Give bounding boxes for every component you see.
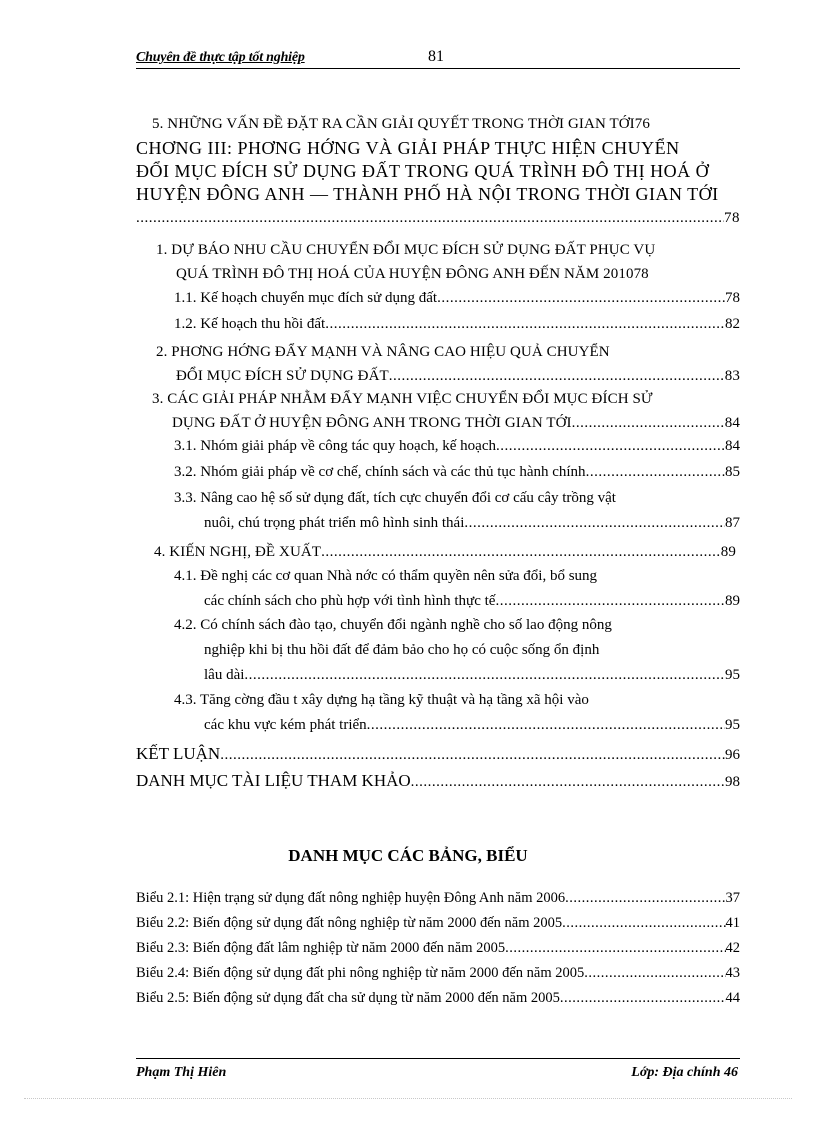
table-list-item-2-2[interactable]: Biểu 2.2: Biến động sử dụng đất nông nghiệp từ năm 2000 đến năm 2005 ..... 41 <box>136 915 740 932</box>
footer-author: Phạm Thị Hiên <box>136 1065 227 1080</box>
toc-entry-s3-1[interactable]: 3.1. Nhóm giải pháp về công tác quy hoạch, kế hoạch ..... 84 <box>174 438 740 455</box>
page-header <box>136 48 740 69</box>
toc-entry-s3-2[interactable]: 3.2. Nhóm giải pháp về cơ chế, chính sách và các thủ tục hành chính ..... 85 <box>174 464 740 481</box>
table-list-item-2-3[interactable]: Biểu 2.3: Biến động đất lâm nghiệp từ năm 2000 đến năm 2005 ..... 42 <box>136 940 740 957</box>
toc-entry-s1-2[interactable]: 1.2. Kế hoạch thu hồi đất ..... 82 <box>174 316 740 333</box>
header-page-number: 81 <box>428 48 444 65</box>
tables-section-title: DANH MỤC CÁC BẢNG, BIỂU <box>288 846 528 865</box>
table-list-item-2-4[interactable]: Biểu 2.4: Biến động sử dụng đất phi nông nghiệp từ năm 2000 đến năm 2005 ..... 43 <box>136 965 740 982</box>
header-title: Chuyên đề thực tập tốt nghiệp <box>136 50 305 65</box>
footer-class: Lớp: Địa chính 46 <box>631 1065 738 1080</box>
toc-entry-conclusion[interactable]: KẾT LUẬN ..... 96 <box>136 744 740 764</box>
toc-entry-s1-1[interactable]: 1.1. Kế hoạch chuyển mục đích sử dụng đất ..... 78 <box>174 290 740 307</box>
toc-entry-s5[interactable]: 5. NHỮNG VẤN ĐỀ ĐẶT RA CẦN GIẢI QUYẾT TRONG THỜI GIAN TỚI 76 <box>152 116 650 132</box>
page-footer <box>136 1058 740 1085</box>
table-list-item-2-5[interactable]: Biểu 2.5: Biến động sử dụng đất cha sử dụng từ năm 2000 đến năm 2005 ..... 44 <box>136 990 740 1007</box>
table-list-item-2-1[interactable]: Biểu 2.1: Hiện trạng sử dụng đất nông nghiệp huyện Đông Anh năm 2006 ..... 37 <box>136 890 740 907</box>
toc-entry-references[interactable]: DANH MỤC TÀI LIỆU THAM KHẢO ..... 98 <box>136 771 740 791</box>
toc-entry-s4[interactable]: 4. KIẾN NGHỊ, ĐỀ XUẤT ..... 89 <box>154 544 736 561</box>
page-bottom-divider <box>24 1098 792 1099</box>
